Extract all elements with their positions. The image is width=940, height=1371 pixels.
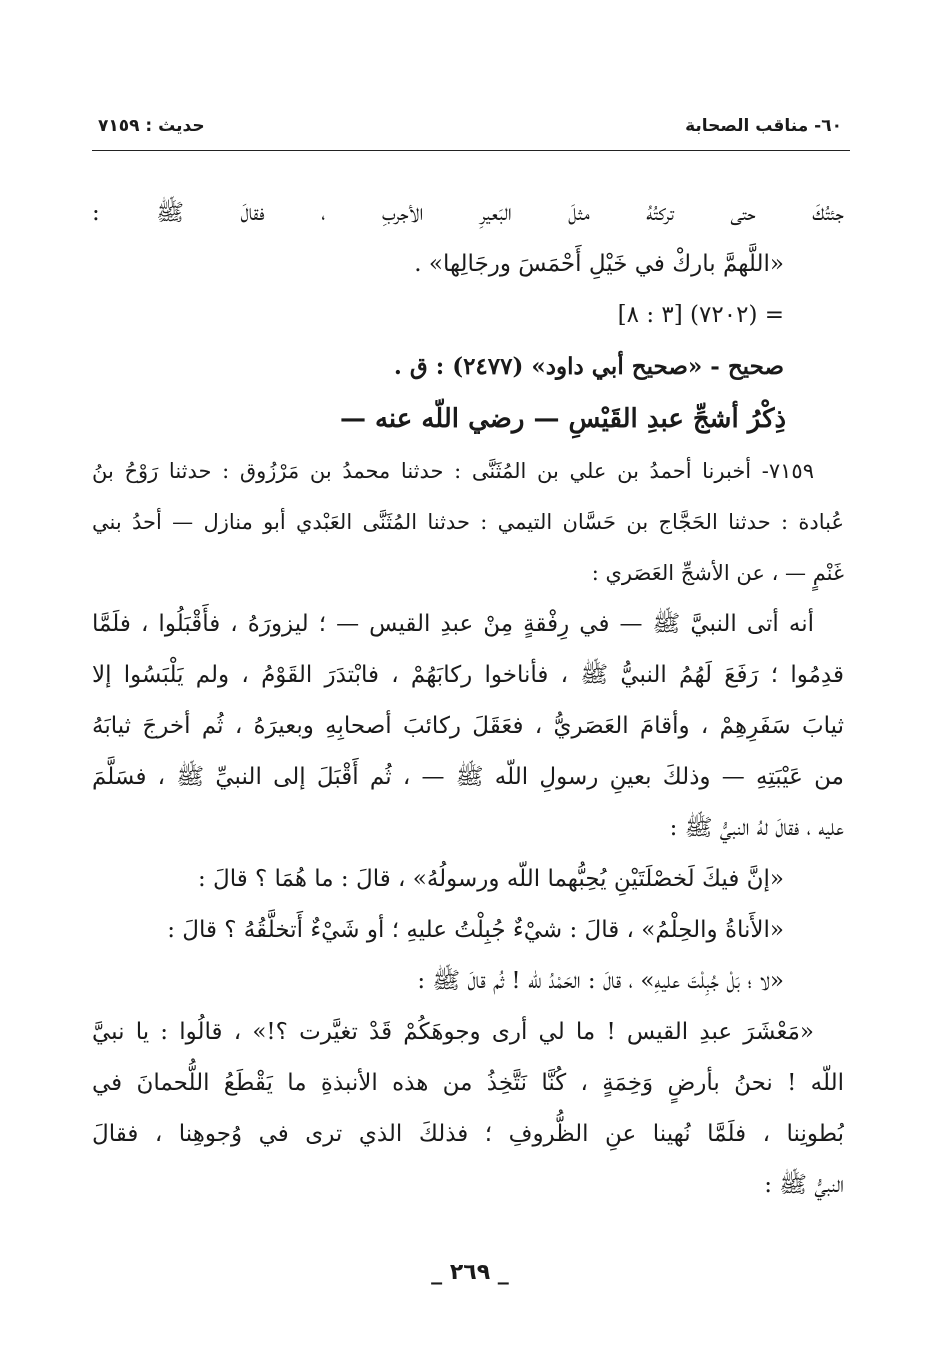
quote-line: «الأَناةُ والحِلْمُ» ، قالَ : شيْءٌ جُبِلْتُ عليهِ ؛ أو شَيْءٌ أَتخلَّقُهُ ؟ قالَ : — [167, 917, 784, 943]
page-number: _ ٢٦٩ _ — [431, 1260, 509, 1285]
text-line: بُطونِنا ، فلَمَّا نُهينا عنِ الظُّروفِ ؛ فذلكَ الذي ترى في وُجوهِنا ، فقالَ — [92, 1121, 844, 1147]
section-title: ذِكْرُ أشجِّ عبدِ القَيْسِ — رضي اللّه عنه — — [339, 404, 787, 434]
text-line: أنه أتى النبيَّ ﷺ — في رِفْقةٍ مِنْ عبدِ القيس — ؛ ليزورَهُ ، فأَقْبَلُوا ، فلَمَّا — [92, 611, 814, 637]
grading-line: صحيح - «صحيح أبي داود» (٢٤٧٧) : ق . — [393, 353, 784, 380]
quote-line: «اللَّهمَّ باركْ في خَيْلِ أَحْمَسَ ورجَالِها» . — [414, 251, 784, 277]
header-divider — [92, 150, 850, 151]
text-line: اللّه ! نحنُ بأرضٍ وَخِمَةٍ ، كُنَّا نَتَّخِذُ من هذه الأنبذةِ ما يَقْطَعُ اللُّحمانَ في — [92, 1070, 844, 1096]
text-line: ثيابَ سَفَرِهِمْ ، وأقامَ العَصَريُّ ، فعَقَلَ ركائبَ أصحابِهِ وبعيرَهُ ، ثُم أخرجَ ثيابَهُ — [92, 713, 844, 739]
text-line: من عَيْبَتِهِ — وذلكَ بعينِ رسولِ اللّه ﷺ — ، ثُم أَقْبَلَ إلى النبيِّ ﷺ ، فسَلَّمَ — [92, 764, 844, 790]
page-body — [92, 188, 844, 1211]
chapter-title: ٦٠- مناقب الصحابة — [685, 116, 842, 136]
quote-line: «إنَّ فيكَ لَخصْلَتَيْنِ يُحِبُّهما اللّه ورسولُهُ» ، قالَ : ما هُمَا ؟ قالَ : — [197, 866, 784, 892]
text-line: «مَعْشَرَ عبدِ القيس ! ما لي أرى وجوهَكُمْ قَدْ تغيَّرت ؟!» ، قالُوا : يا نبيَّ — [92, 1019, 814, 1045]
text-line: جئتُكَ حتى تركتُهُ مثلَ البَعيرِ الأجربِ ، فقالَ ﷺ : — [92, 200, 844, 226]
text-line: عليه ، فقالَ لهُ النبيُّ ﷺ : — [669, 815, 844, 841]
page-header — [92, 112, 848, 144]
reference-line: = (٧٢٠٢) [٣ : ٨] — [617, 302, 784, 328]
hadith-reference: حديث : ٧١٥٩ — [98, 116, 205, 136]
quote-line: «لا ؛ بَلْ جُبِلْتَ عليهِ» ، قالَ : الحَمْدُ للّه ! ثُم قالَ ﷺ : — [417, 968, 784, 994]
text-line: النبيُّ ﷺ : — [764, 1172, 844, 1198]
text-line: قدِمُوا ؛ رَفَعَ لَهُمُ النبيُّ ﷺ ، فأناخوا ركابَهُمْ ، فابْتدَرَ القَوْمُ ، ولم يَلْبَسُوا إلا — [92, 662, 844, 688]
text-line: غَنْمٍ — ، عن الأشجِّ العَصَري : — [591, 561, 844, 585]
hadith-number-line: ٧١٥٩- أخبرنا أحمدُ بن علي بن المُثَنَّى : حدثنا محمدُ بن مَرْزُوق : حدثنا رَوْحُ بنُ — [92, 459, 814, 483]
text-line: عُبادة : حدثنا الحَجَّاج بن حَسَّان التيمي : حدثنا المُثَنَّى العَبْدي أبو منازل — أحدُ بني — [92, 510, 844, 534]
